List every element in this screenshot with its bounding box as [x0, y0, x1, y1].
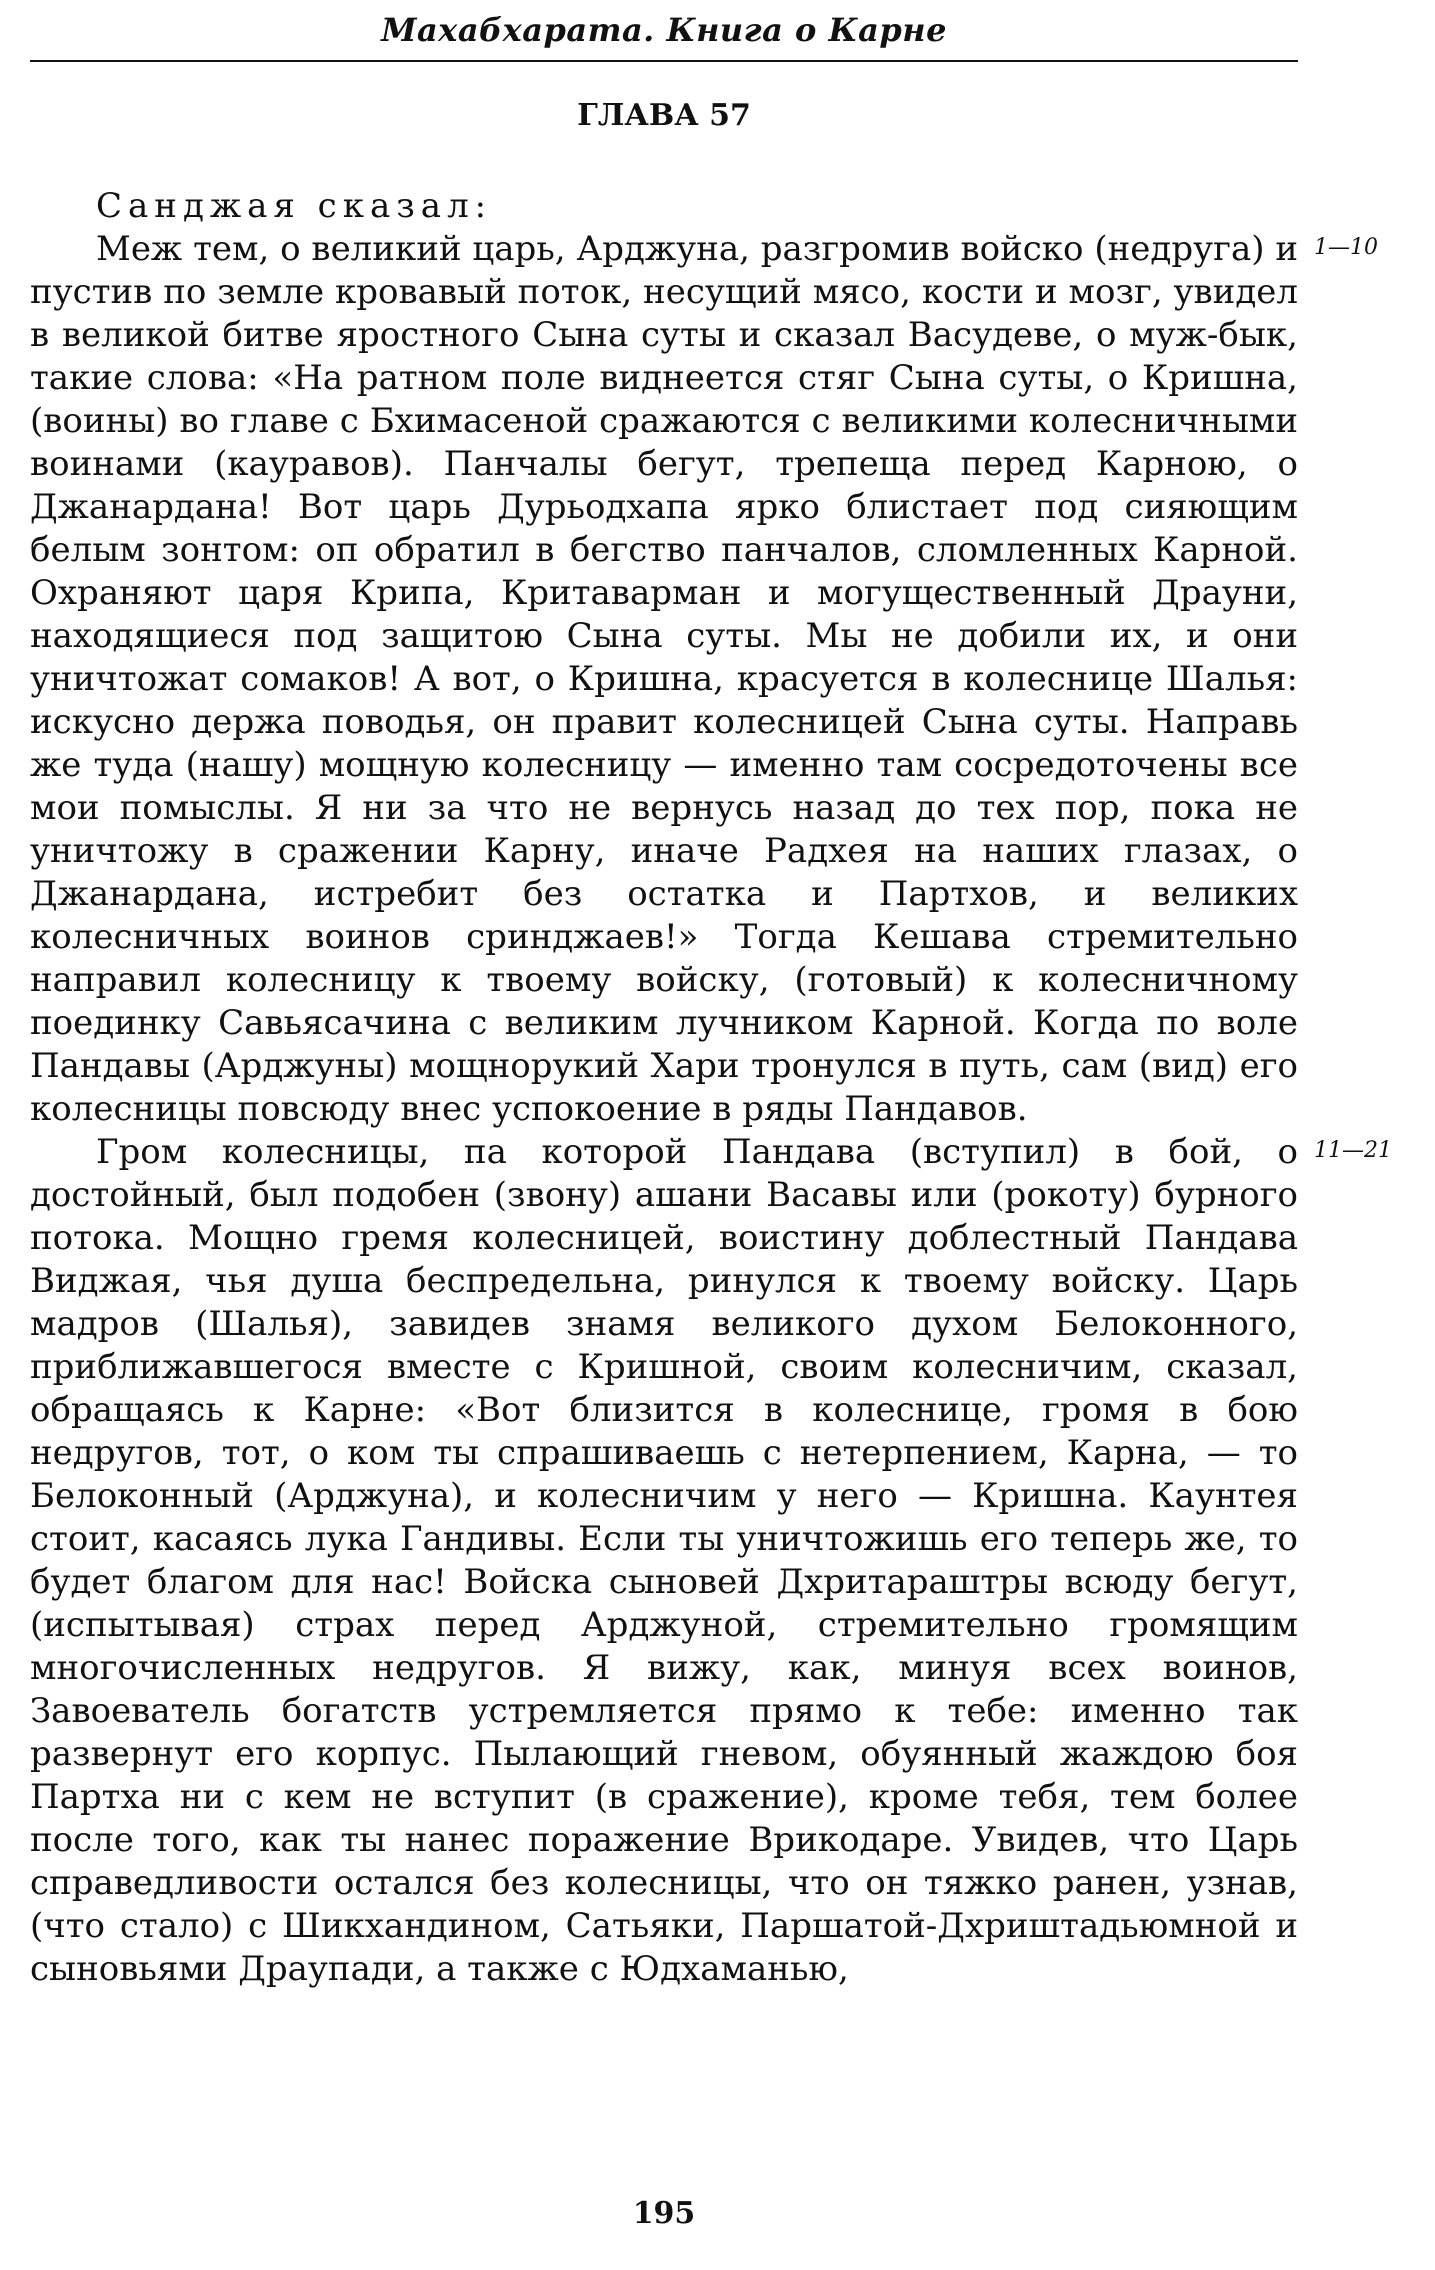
speaker-line	[30, 185, 1298, 228]
page-number: 195	[632, 2196, 696, 2231]
paragraph-2: Гром колесницы, па которой Пандава (вступил) в бой, о достойный, был подобен (звону) ашани Васавы или (рокоту) бурного потока. Мощно гремя колесницей, воистину доблестный Пандава Виджая, чья душа беспредельна, ринулся к твоему войску. Царь мадров (Шалья), завидев знамя великого духом Белоконного, приближавшегося вместе с Кришной, своим колесничим, сказал, обращаясь к Карне: «Вот близится в колеснице, громя в бою недругов, тот, о ком ты спрашиваешь с нетерпением, Карна, — то Белоконный (Арджуна), и колесничим у него — Кришна. Каунтея стоит, касаясь лука Гандивы. Если ты уничтожишь его теперь же, то будет благом для нас! Войска сыновей Дхритараштры всюду бегут, (испытывая) страх перед Арджуной, стремительно громящим многочисленных недругов. Я вижу, как, минуя всех воинов, Завоеватель богатств устремляется прямо к тебе: именно так развернут его корпус. Пылающий гневом, обуянный жаждою боя Партха ни с кем не вступит (в сражение), кроме тебя, тем более после того, как ты нанес поражение Врикодаре. Увидев, что Царь справедливости остался без колесницы, что он тяжко ранен, узнав, (что стало) с Шикхандином, Сатьяки, Паршатой-Дхриштадьюмной и сыновьями Драупади, а также с Юдхаманью,	[30, 1132, 1298, 1989]
chapter-title: ГЛАВА 57	[577, 98, 751, 133]
margin-verse-range-2: 11—21	[1314, 1138, 1392, 1163]
body-text	[30, 185, 1298, 1991]
margin-verse-range-1: 1—10	[1314, 235, 1378, 260]
speaker-label: Санджая сказал:	[96, 186, 493, 226]
running-head: Махабхарата. Книга о Карне	[381, 11, 947, 49]
paragraph-1: Меж тем, о великий царь, Арджуна, разгромив войско (недруга) и пустив по земле кровавый поток, несущий мясо, кости и мозг, увидел в великой битве яростного Сына суты и сказал Васудеве, о муж-бык, такие слова: «На ратном поле виднеется стяг Сына суты, о Кришна, (воины) во главе с Бхимасеной сражаются с великими колесничными воинами (кауравов). Панчалы бегут, трепеща перед Карною, о Джанардана! Вот царь Дурьодхапа ярко блистает под сияющим белым зонтом: оп обратил в бегство панчалов, сломленных Карной. Охраняют царя Крипа, Критаварман и могущественный Драуни, находящиеся под защитою Сына суты. Мы не добили их, и они уничтожат сомаков! А вот, о Кришна, красуется в колеснице Шалья: искусно держа поводья, он правит колесницей Сына суты. Направь же туда (нашу) мощную колесницу — именно там сосредоточены все мои помыслы. Я ни за что не вернусь назад до тех пор, пока не уничтожу в сражении Карну, иначе Радхея на наших глазах, о Джанардана, истребит без остатка и Партхов, и великих колесничных воинов сринджаев!» Тогда Кешава стремительно направил колесницу к твоему войску, (готовый) к колесничному поединку Савьясачина с великим лучником Карной. Когда по воле Пандавы (Арджуны) мощнорукий Хари тронулся в путь, сам (вид) его колесницы повсюду внес успокоение в ряды Пандавов.	[30, 229, 1298, 1129]
header-rule	[30, 60, 1298, 62]
